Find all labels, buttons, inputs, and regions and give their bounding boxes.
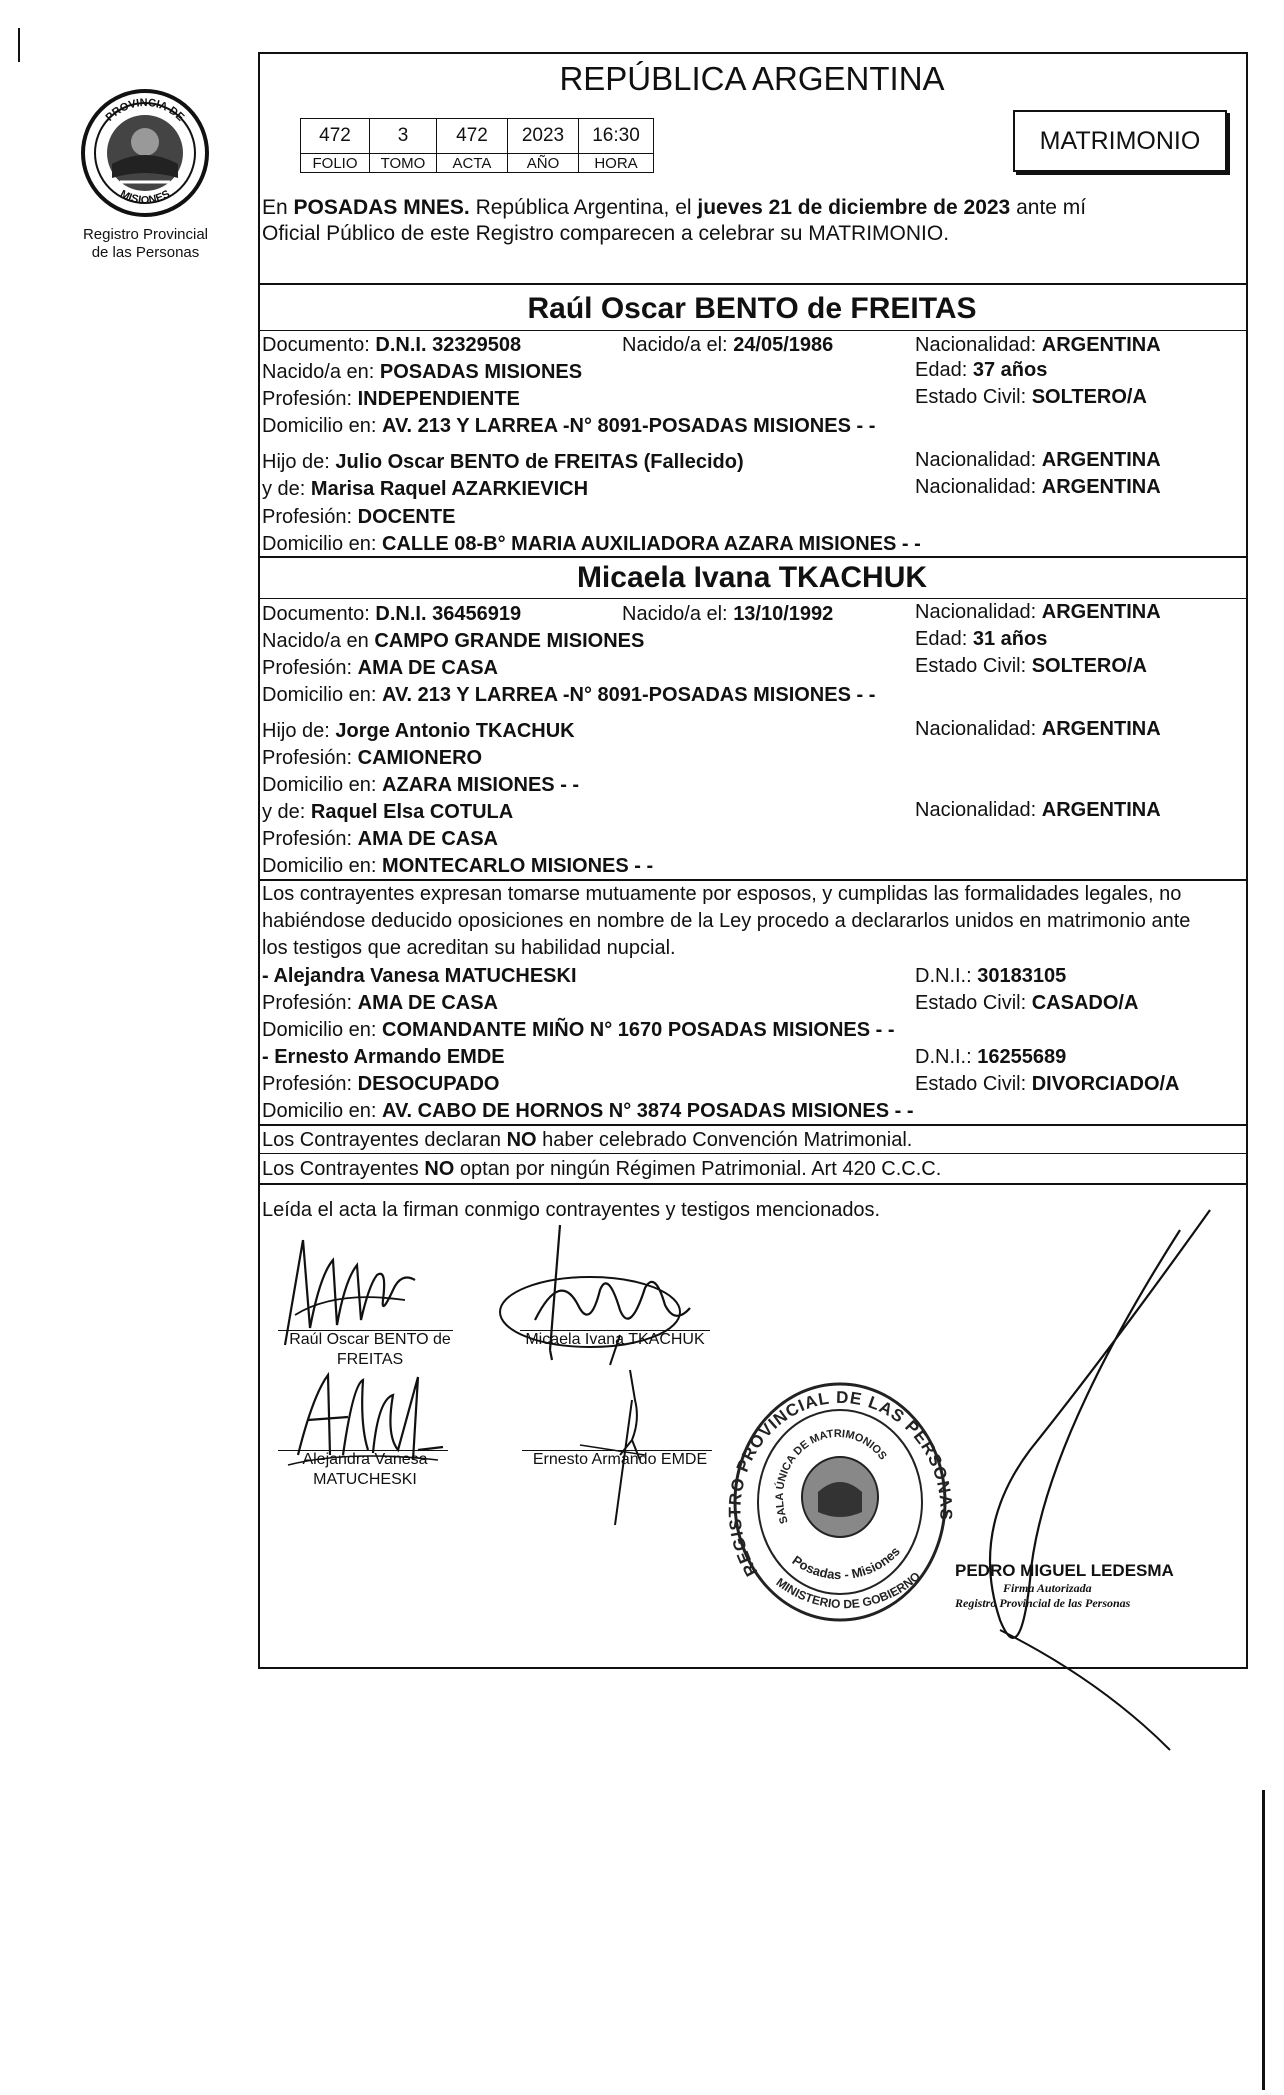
- witness1-signature-label-line2: MATUCHESKI: [313, 1471, 417, 1488]
- folio-value: 472: [301, 119, 370, 154]
- groom-mother-nat: Nacionalidad: ARGENTINA: [915, 476, 1161, 498]
- seal-text-top: PROVINCIA DE: [103, 96, 187, 124]
- witness1-signature-label-line1: Alejandra Vanesa: [302, 1451, 428, 1468]
- groom-addr: Domicilio en: AV. 213 Y LARREA -N° 8091-POSADAS MISIONES - -: [262, 415, 876, 437]
- svg-text:Posadas - Misiones: [790, 1544, 903, 1583]
- witness1-name: - Alejandra Vanesa MATUCHESKI: [262, 965, 577, 987]
- registry-logo: [70, 78, 220, 228]
- bride-born: Nacido/a el: 13/10/1992: [622, 603, 834, 625]
- anio-label: AÑO: [508, 154, 579, 173]
- bride-father-nat: Nacionalidad: ARGENTINA: [915, 718, 1161, 740]
- logo-caption-line1: Registro Provincial: [82, 226, 209, 243]
- hora-label: HORA: [579, 154, 654, 173]
- intro-text2: ante mí: [1010, 196, 1087, 219]
- witness1-addr: Domicilio en: COMANDANTE MIÑO N° 1670 POSADAS MISIONES - -: [262, 1019, 895, 1041]
- groom-mother: y de: Marisa Raquel AZARKIEVICH: [262, 478, 589, 500]
- witness1-dni: D.N.I.: 30183105: [915, 965, 1067, 987]
- groom-nat: Nacionalidad: ARGENTINA: [915, 334, 1161, 356]
- bride-doc: Documento: D.N.I. 36456919: [262, 603, 522, 625]
- bride-mother: y de: Raquel Elsa COTULA: [262, 801, 514, 823]
- margin-mark: [18, 28, 20, 62]
- intro-line1: [262, 196, 1086, 220]
- bride-father-prof: Profesión: CAMIONERO: [262, 747, 483, 769]
- bride-prof: Profesión: AMA DE CASA: [262, 657, 498, 679]
- witness2-civil: Estado Civil: DIVORCIADO/A: [915, 1073, 1180, 1095]
- reading-statement: Leída el acta la firman conmigo contrayentes y testigos mencionados.: [262, 1199, 881, 1221]
- intro-text1: República Argentina, el: [469, 196, 692, 219]
- bride-mother-nat: Nacionalidad: ARGENTINA: [915, 799, 1161, 821]
- divider-groom-name: [258, 330, 1246, 331]
- intro-en: En: [262, 196, 288, 219]
- divider-conventions: [258, 1183, 1246, 1185]
- groom-prof: Profesión: INDEPENDIENTE: [262, 388, 520, 410]
- frame-right: [1246, 52, 1248, 1669]
- declaration-line2: habiéndose deducido oposiciones en nombre de la Ley procedo a declararlos unidos en matrimonio ante: [262, 910, 1191, 932]
- stamp-ring-text: REGISTRO PROVINCIAL DE LAS PERSONAS: [725, 1387, 956, 1580]
- hora-value: 16:30: [579, 119, 654, 154]
- witness2-name: - Ernesto Armando EMDE: [262, 1046, 505, 1068]
- groom-age: Edad: 37 años: [915, 359, 1048, 381]
- divider-bride: [258, 879, 1246, 881]
- logo-caption-line2: de las Personas: [91, 244, 200, 261]
- witness1-signature-label: [280, 1450, 450, 1490]
- provincial-seal-icon: [70, 78, 220, 228]
- frame-top: [258, 52, 1246, 54]
- intro-place: POSADAS MNES.: [293, 196, 470, 219]
- anio-value: 2023: [508, 119, 579, 154]
- stamp-bottom-text: Posadas - Misiones: [789, 1543, 903, 1583]
- divider-groom: [258, 556, 1246, 558]
- groom-doc: Documento: D.N.I. 32329508: [262, 334, 522, 356]
- bride-mother-prof: Profesión: AMA DE CASA: [262, 828, 498, 850]
- groom-birthplace: Nacido/a en: POSADAS MISIONES: [262, 361, 583, 383]
- country-title: REPÚBLICA ARGENTINA: [559, 60, 945, 97]
- scan-edge-mark: [1262, 1790, 1265, 2090]
- folio-label: FOLIO: [301, 154, 370, 173]
- witness2-prof: Profesión: DESOCUPADO: [262, 1073, 500, 1095]
- groom-father-nat: Nacionalidad: ARGENTINA: [915, 449, 1161, 471]
- groom-born: Nacido/a el: 24/05/1986: [622, 334, 834, 356]
- stamp-ministry-text: MINISTERIO DE GOBIERNO: [773, 1569, 923, 1612]
- official-stamp-icon: [718, 1362, 958, 1632]
- bride-name: Micaela Ivana TKACHUK: [576, 561, 928, 594]
- witness2-signature: [560, 1360, 720, 1535]
- divider-witnesses: [258, 1124, 1246, 1126]
- bride-mother-addr: Domicilio en: MONTECARLO MISIONES - -: [262, 855, 654, 877]
- bride-nat: Nacionalidad: ARGENTINA: [915, 601, 1161, 623]
- convention-1: Los Contrayentes declaran NO haber celebrado Convención Matrimonial.: [262, 1129, 913, 1151]
- officer-name: PEDRO MIGUEL LEDESMA: [955, 1561, 1174, 1580]
- tomo-value: 3: [370, 119, 437, 154]
- divider-convention: [258, 1153, 1246, 1154]
- declaration-line3: los testigos que acreditan su habilidad nupcial.: [262, 937, 676, 959]
- groom-father: Hijo de: Julio Oscar BENTO de FREITAS (Fallecido): [262, 451, 744, 473]
- divider-bride-name: [258, 598, 1246, 599]
- groom-mother-addr: Domicilio en: CALLE 08-B° MARIA AUXILIADORA AZARA MISIONES - -: [262, 533, 921, 555]
- groom-civil: Estado Civil: SOLTERO/A: [915, 386, 1147, 408]
- act-type-label: MATRIMONIO: [1039, 126, 1201, 155]
- officer-registry: Registro Provincial de las Personas: [955, 1596, 1131, 1610]
- bride-age: Edad: 31 años: [915, 628, 1048, 650]
- officer-role: Firma Autorizada: [1003, 1581, 1092, 1595]
- groom-signature-label-line1: Raúl Oscar BENTO de: [289, 1331, 451, 1348]
- witness1-civil: Estado Civil: CASADO/A: [915, 992, 1139, 1014]
- divider-intro: [258, 283, 1246, 285]
- intro-line2: Oficial Público de este Registro comparecen a celebrar su MATRIMONIO.: [262, 222, 950, 245]
- bride-addr: Domicilio en: AV. 213 Y LARREA -N° 8091-POSADAS MISIONES - -: [262, 684, 876, 706]
- stamp-inner-text: SALA ÚNICA DE MATRIMONIOS: [773, 1427, 889, 1526]
- tomo-label: TOMO: [370, 154, 437, 173]
- convention-2: Los Contrayentes NO optan por ningún Régimen Patrimonial. Art 420 C.C.C.: [262, 1158, 942, 1180]
- bride-birthplace: Nacido/a en CAMPO GRANDE MISIONES: [262, 630, 645, 652]
- witness2-signature-label: [520, 1450, 720, 1470]
- declaration-line1: Los contrayentes expresan tomarse mutuamente por esposos, y cumplidas las formalidades legales, no: [262, 883, 1182, 905]
- bride-signature-label-line1: Micaela Ivana TKACHUK: [525, 1331, 705, 1348]
- bride-father-addr: Domicilio en: AZARA MISIONES - -: [262, 774, 580, 796]
- acta-value: 472: [437, 119, 508, 154]
- bride-signature-label: [515, 1330, 715, 1350]
- witness2-addr: Domicilio en: AV. CABO DE HORNOS N° 3874 POSADAS MISIONES - -: [262, 1100, 914, 1122]
- acta-label: ACTA: [437, 154, 508, 173]
- record-table: [300, 118, 654, 173]
- seal-text-bottom: MISIONES: [118, 188, 172, 207]
- intro-date: jueves 21 de diciembre de 2023: [697, 196, 1011, 219]
- groom-signature-label-line2: FREITAS: [336, 1351, 404, 1368]
- officer-signature: [960, 1200, 1220, 1760]
- bride-civil: Estado Civil: SOLTERO/A: [915, 655, 1147, 677]
- groom-mother-prof: Profesión: DOCENTE: [262, 506, 456, 528]
- witness2-signature-label-line1: Ernesto Armando EMDE: [532, 1451, 708, 1468]
- bride-father: Hijo de: Jorge Antonio TKACHUK: [262, 720, 575, 742]
- witness1-prof: Profesión: AMA DE CASA: [262, 992, 498, 1014]
- witness2-dni: D.N.I.: 16255689: [915, 1046, 1067, 1068]
- groom-name: Raúl Oscar BENTO de FREITAS: [527, 292, 977, 325]
- act-type-box: [1013, 110, 1227, 172]
- logo-caption: [58, 226, 233, 262]
- officer-stamp: [955, 1561, 1235, 1611]
